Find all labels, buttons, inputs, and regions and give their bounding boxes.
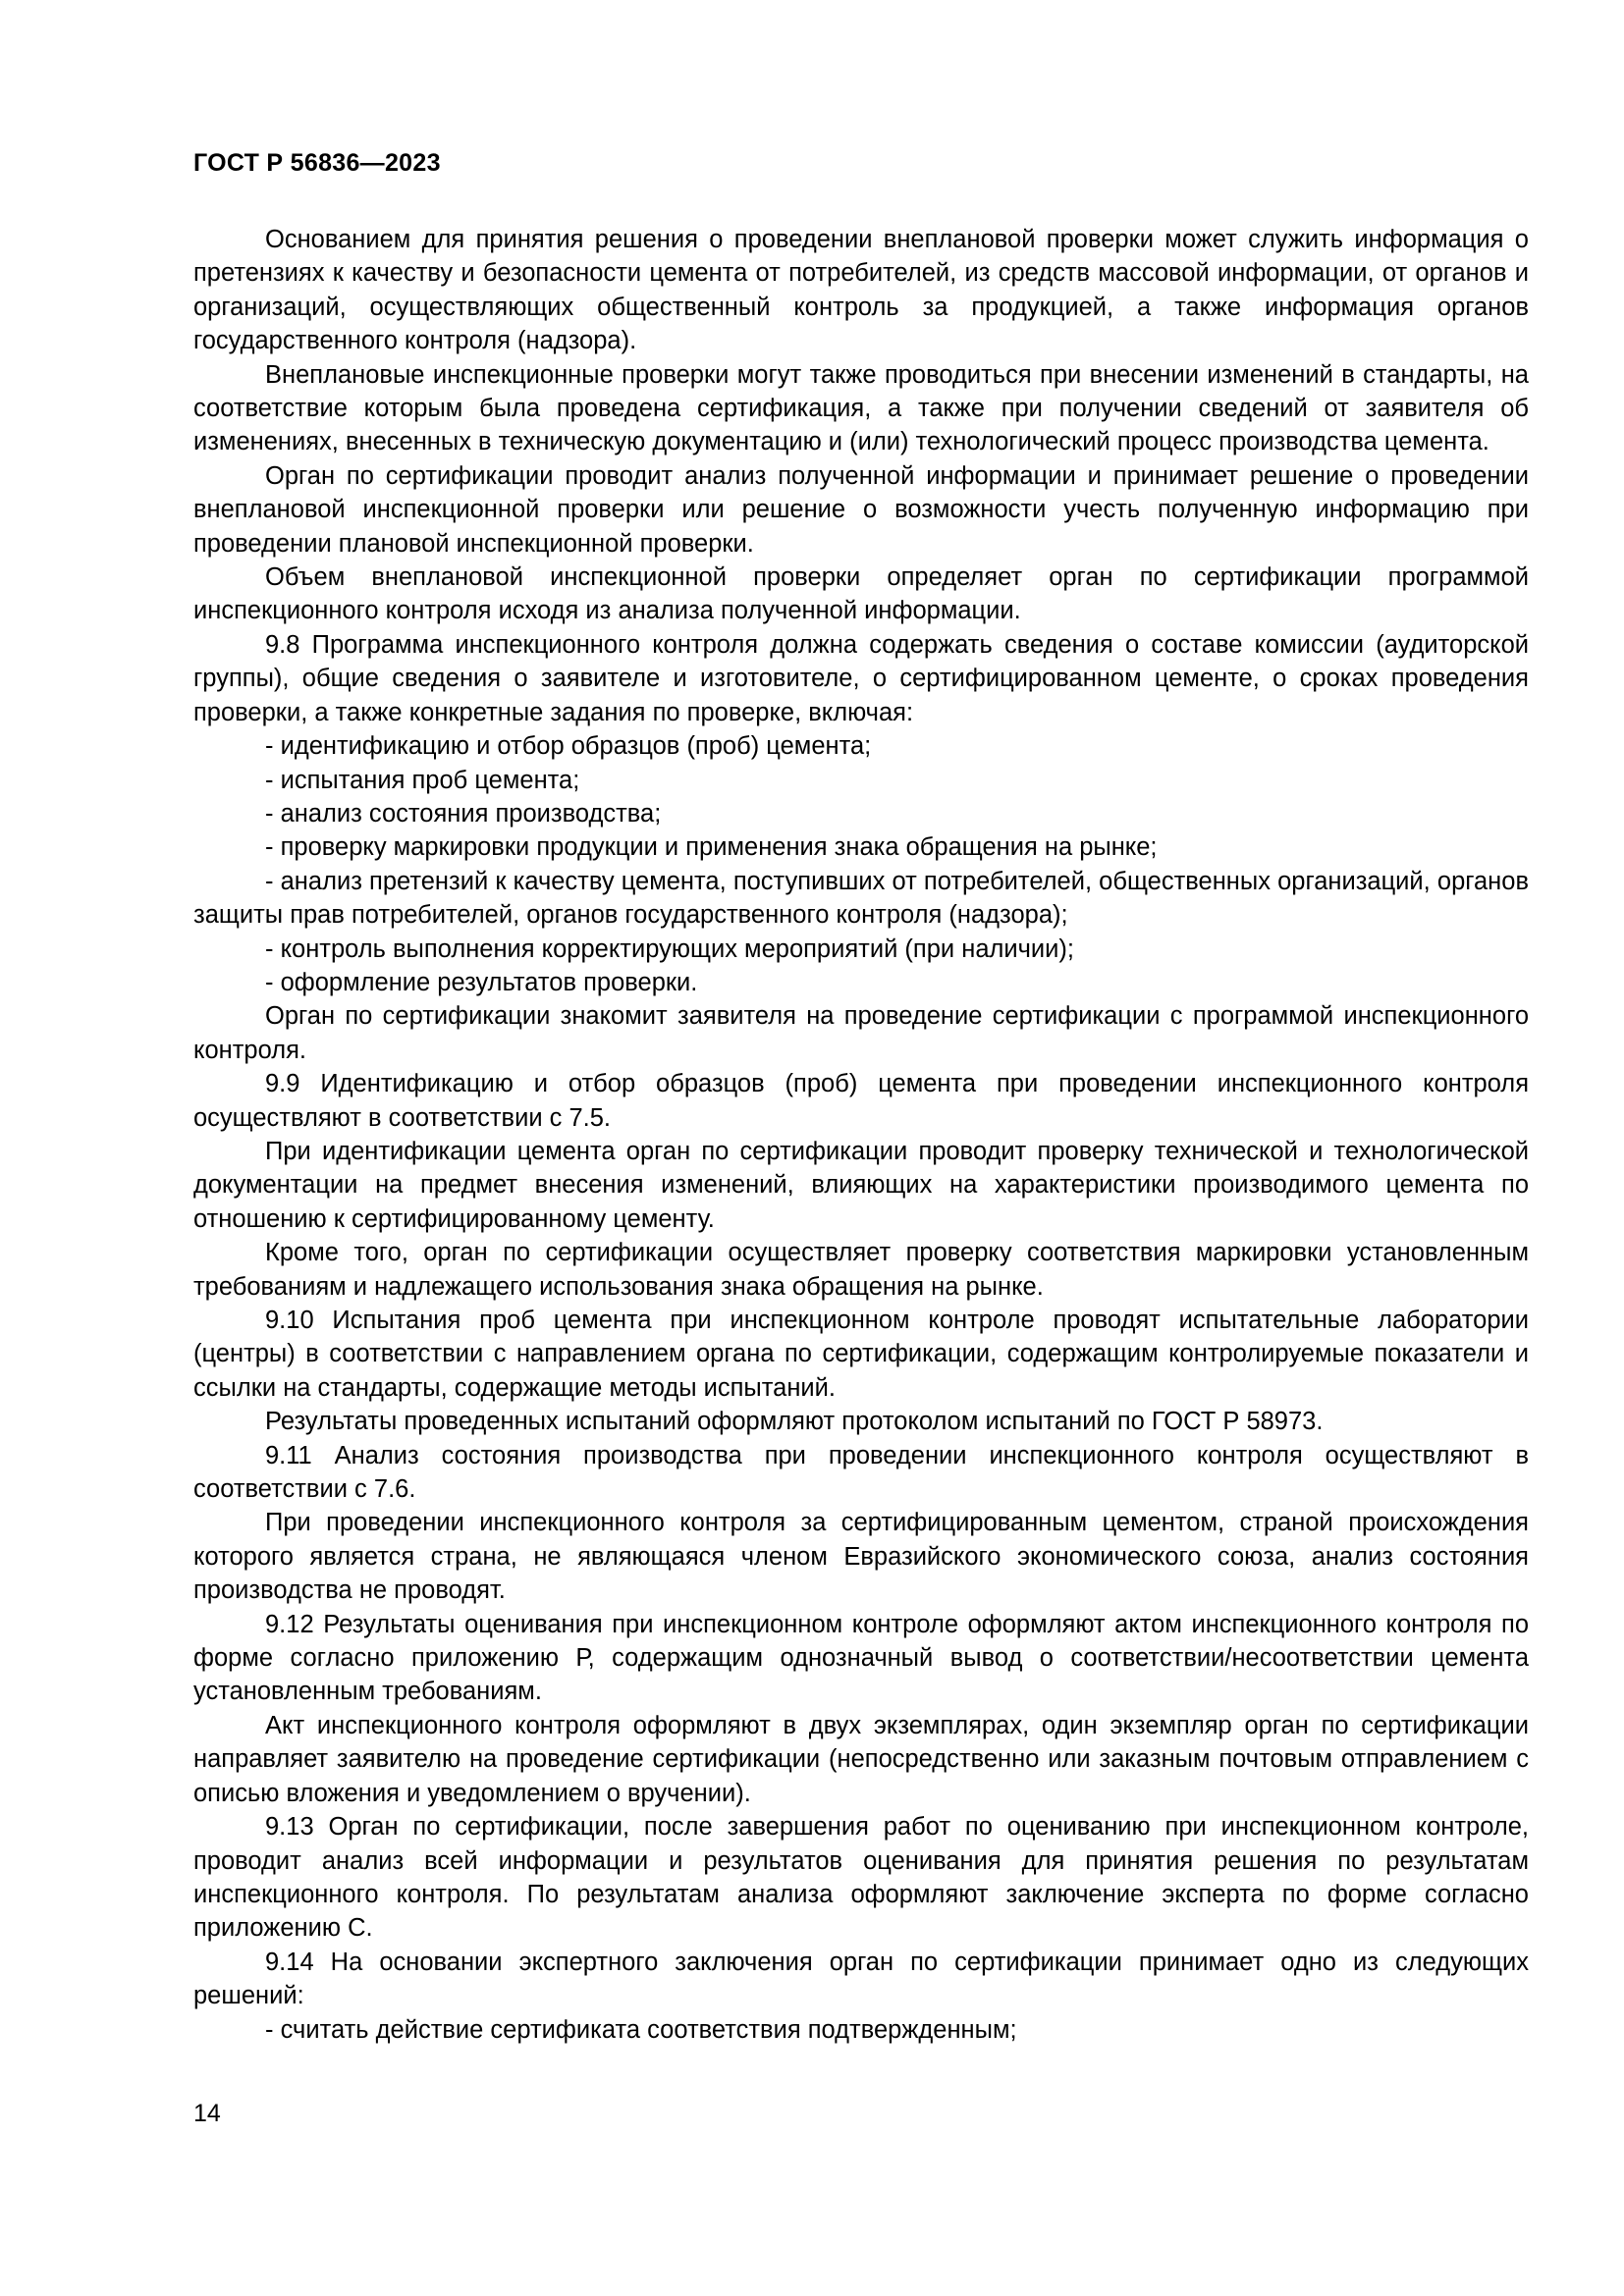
paragraph: При проведении инспекционного контроля за сертифицированным цементом, страной происхождения которого является страна, не являющаяся членом Евразийского экономического союза, анализ состояния производства не проводят. — [193, 1509, 1529, 1605]
list-item: - контроль выполнения корректирующих мероприятий (при наличии); — [265, 934, 1074, 963]
list-item: - идентификацию и отбор образцов (проб) цемента; — [265, 732, 872, 761]
paragraph: Орган по сертификации знакомит заявителя на проведение сертификации с программой инспекционного контроля. — [193, 1002, 1529, 1064]
page-number: 14 — [193, 2100, 221, 2127]
paragraph: Акт инспекционного контроля оформляют в двух экземплярах, один экземпляр орган по сертификации направляет заявителю на проведение сертификации (непосредственно или заказным почтовым отправлением с описью вложения и уведомлением о вручении). — [193, 1711, 1529, 1807]
paragraph-section-9-14: 9.14 На основании экспертного заключения орган по сертификации принимает одно из следующих решений: — [193, 1948, 1529, 2010]
list-item: - анализ претензий к качеству цемента, поступивших от потребителей, общественных организаций, органов защиты прав потребителей, органов государственного контроля (надзора); — [193, 867, 1529, 930]
paragraph: Внеплановые инспекционные проверки могут также проводиться при внесении изменений в стандарты, на соответствие которым была проведена сертификация, а также при получении сведений от заявителя об изменениях, внесенных в техническую документацию и (или) технологический процесс производства цемента. — [193, 360, 1529, 456]
list-item: - оформление результатов проверки. — [265, 968, 698, 996]
paragraph: Орган по сертификации проводит анализ полученной информации и принимает решение о проведении внеплановой инспекционной проверки или решение о возможности учесть полученную информацию при проведении плановой инспекционной проверки. — [193, 461, 1529, 558]
list-item: - анализ состояния производства; — [265, 799, 662, 828]
list-item: - проверку маркировки продукции и применения знака обращения на рынке; — [265, 833, 1158, 862]
paragraph-section-9-10: 9.10 Испытания проб цемента при инспекционном контроле проводят испытательные лаборатории (центры) в соответствии с направлением органа по сертификации, содержащим контролируемые показатели и ссылки на стандарты, содержащие методы испытаний. — [193, 1307, 1529, 1402]
paragraph: Кроме того, орган по сертификации осуществляет проверку соответствия маркировки установленным требованиям и надлежащего использования знака обращения на рынке. — [193, 1239, 1529, 1301]
document-header: ГОСТ Р 56836—2023 — [193, 149, 441, 177]
paragraph: Объем внеплановой инспекционной проверки определяет орган по сертификации программой инспекционного контроля исходя из анализа полученной информации. — [193, 563, 1529, 625]
list-item: - считать действие сертификата соответствия подтвержденным; — [265, 2015, 1017, 2044]
paragraph-section-9-11: 9.11 Анализ состояния производства при проведении инспекционного контроля осуществляют в соответствии с 7.6. — [193, 1441, 1529, 1504]
paragraph-section-9-8: 9.8 Программа инспекционного контроля должна содержать сведения о составе комиссии (аудиторской группы), общие сведения о заявителе и изготовителе, о сертифицированном цементе, о сроках проведения проверки, а также конкретные задания по проверке, включая: — [193, 630, 1529, 726]
paragraph-section-9-12: 9.12 Результаты оценивания при инспекционном контроле оформляют актом инспекционного контроля по форме согласно приложению Р, содержащим однозначный вывод о соответствии/несоответствии цемента установленным требованиям. — [193, 1610, 1529, 1706]
list-item: - испытания проб цемента; — [265, 766, 580, 794]
paragraph-section-9-9: 9.9 Идентификацию и отбор образцов (проб) цемента при проведении инспекционного контроля осуществляют в соответствии с 7.5. — [193, 1070, 1529, 1132]
paragraph-section-9-13: 9.13 Орган по сертификации, после завершения работ по оцениванию при инспекционном контроле, проводит анализ всей информации и результатов оценивания для принятия решения по результатам инспекционного контроля. По результатам анализа оформляют заключение эксперта по форме согласно приложению С. — [193, 1813, 1529, 1943]
paragraph: Основанием для принятия решения о проведении внеплановой проверки может служить информация о претензиях к качеству и безопасности цемента от потребителей, из средств массовой информации, от органов и организаций, осуществляющих общественный контроль за продукцией, а также информация органов государственного контроля (надзора). — [193, 226, 1529, 355]
paragraph: Результаты проведенных испытаний оформляют протоколом испытаний по ГОСТ Р 58973. — [265, 1408, 1324, 1436]
paragraph: При идентификации цемента орган по сертификации проводит проверку технической и технологической документации на предмет внесения изменений, влияющих на характеристики производимого цемента по отношению к сертифицированному цементу. — [193, 1137, 1529, 1233]
document-body — [193, 223, 1529, 2047]
